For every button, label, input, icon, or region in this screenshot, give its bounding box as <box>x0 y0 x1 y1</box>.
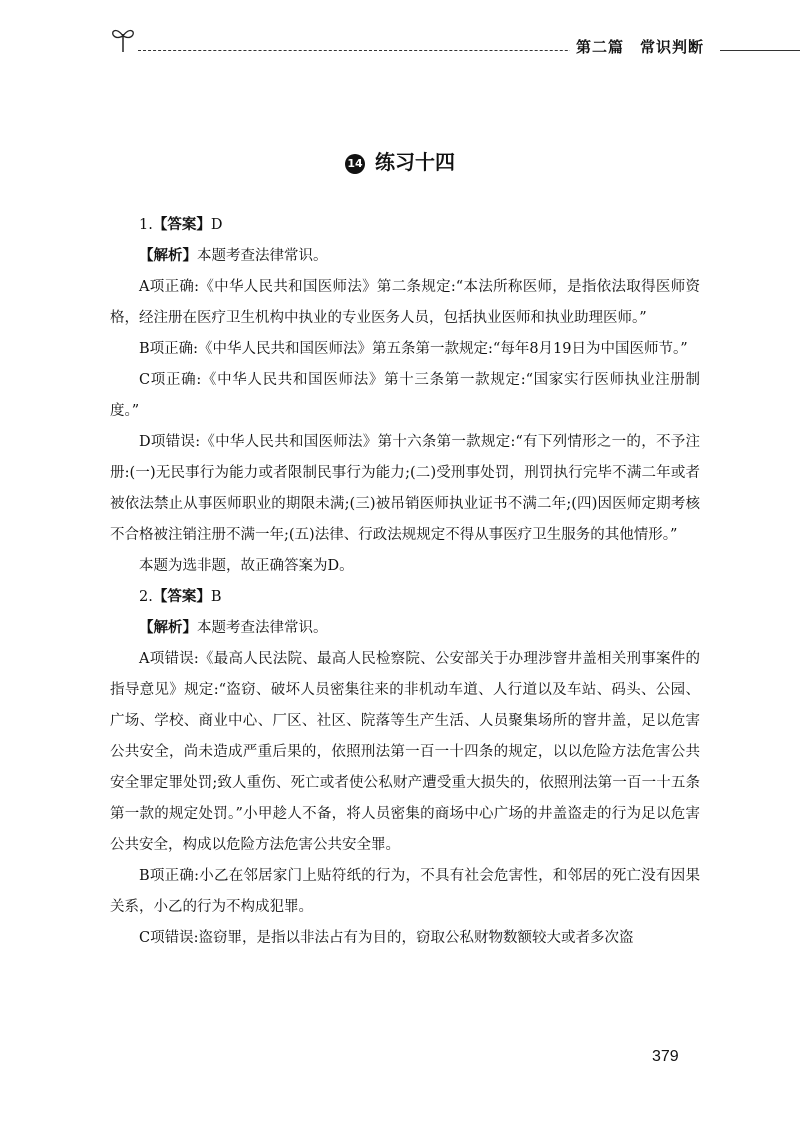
q1-analysis-label: 【解析】 <box>139 248 197 264</box>
header-rule-right <box>720 50 800 51</box>
q1-answer: D <box>210 217 223 233</box>
exercise-title: 练习十四 <box>375 150 455 174</box>
exercise-heading <box>0 146 800 175</box>
page-number: 379 <box>652 1048 679 1065</box>
number-badge-icon: 14 <box>345 154 365 174</box>
q2-answer-label: 【答案】 <box>152 589 211 605</box>
q1-conclusion: 本题为选非题，故正确答案为D。 <box>139 558 354 574</box>
q1-answer-line <box>110 210 700 241</box>
q1-analysis-line <box>110 241 700 272</box>
header-rule-left <box>138 50 618 51</box>
q1-option-c: C项正确:《中华人民共和国医师法》第十三条第一款规定:“国家实行医师执业注册制度。” <box>110 372 700 419</box>
section-title: 第二篇 常识判断 <box>570 36 710 57</box>
q1-analysis: 本题考查法律常识。 <box>197 248 328 264</box>
q2-option-a: A项错误:《最高人民法院、最高人民检察院、公安部关于办理涉窨井盖相关刑事案件的指导意见》规定:“盗窃、破坏人员密集往来的非机动车道、人行道以及车站、码头、公园、广场、学校、商业中心、厂区、社区、院落等生产生活、人员聚集场所的窨井盖，足以危害公共安全，尚未造成严重后果的，依照刑法第一百一十四条的规定，以以危险方法危害公共安全罪定罪处罚;致人重伤、死亡或者使公私财产遭受重大损失的，依照刑法第一百一十五条第一款的规定处罚。”小甲趁人不备，将人员密集的商场中心广场的井盖盗走的行为足以危害公共安全，构成以危险方法危害公共安全罪。 <box>110 651 700 853</box>
q1-option-a: A项正确:《中华人民共和国医师法》第二条规定:“本法所称医师，是指依法取得医师资格，经注册在医疗卫生机构中执业的专业医务人员，包括执业医师和执业助理医师。” <box>110 279 700 326</box>
answer-content <box>110 210 700 954</box>
q2-option-c: C项错误:盗窃罪，是指以非法占有为目的，窃取公私财物数额较大或者多次盗 <box>139 930 634 946</box>
sprout-icon <box>108 22 138 56</box>
q2-answer-line <box>110 582 700 613</box>
q1-answer-label: 【答案】 <box>152 217 211 233</box>
running-header <box>108 22 800 62</box>
q1-option-b: B项正确:《中华人民共和国医师法》第五条第一款规定:“每年8月19日为中国医师节。” <box>139 341 688 357</box>
q1-option-d: D项错误:《中华人民共和国医师法》第十六条第一款规定:“有下列情形之一的，不予注册:(一)无民事行为能力或者限制民事行为能力;(二)受刑事处罚，刑罚执行完毕不满二年或者被依法禁止从事医师职业的期限未满;(三)被吊销医师执业证书不满二年;(四)因医师定期考核不合格被注销注册不满一年;(五)法律、行政法规规定不得从事医疗卫生服务的其他情形。” <box>110 434 700 543</box>
q1-number: 1. <box>139 217 153 233</box>
q2-analysis: 本题考查法律常识。 <box>197 620 328 636</box>
q2-analysis-line <box>110 613 700 644</box>
q2-analysis-label: 【解析】 <box>139 620 197 636</box>
q2-answer: B <box>210 589 222 605</box>
q2-option-b: B项正确:小乙在邻居家门上贴符纸的行为，不具有社会危害性，和邻居的死亡没有因果关系，小乙的行为不构成犯罪。 <box>110 868 700 915</box>
q2-number: 2. <box>139 589 153 605</box>
